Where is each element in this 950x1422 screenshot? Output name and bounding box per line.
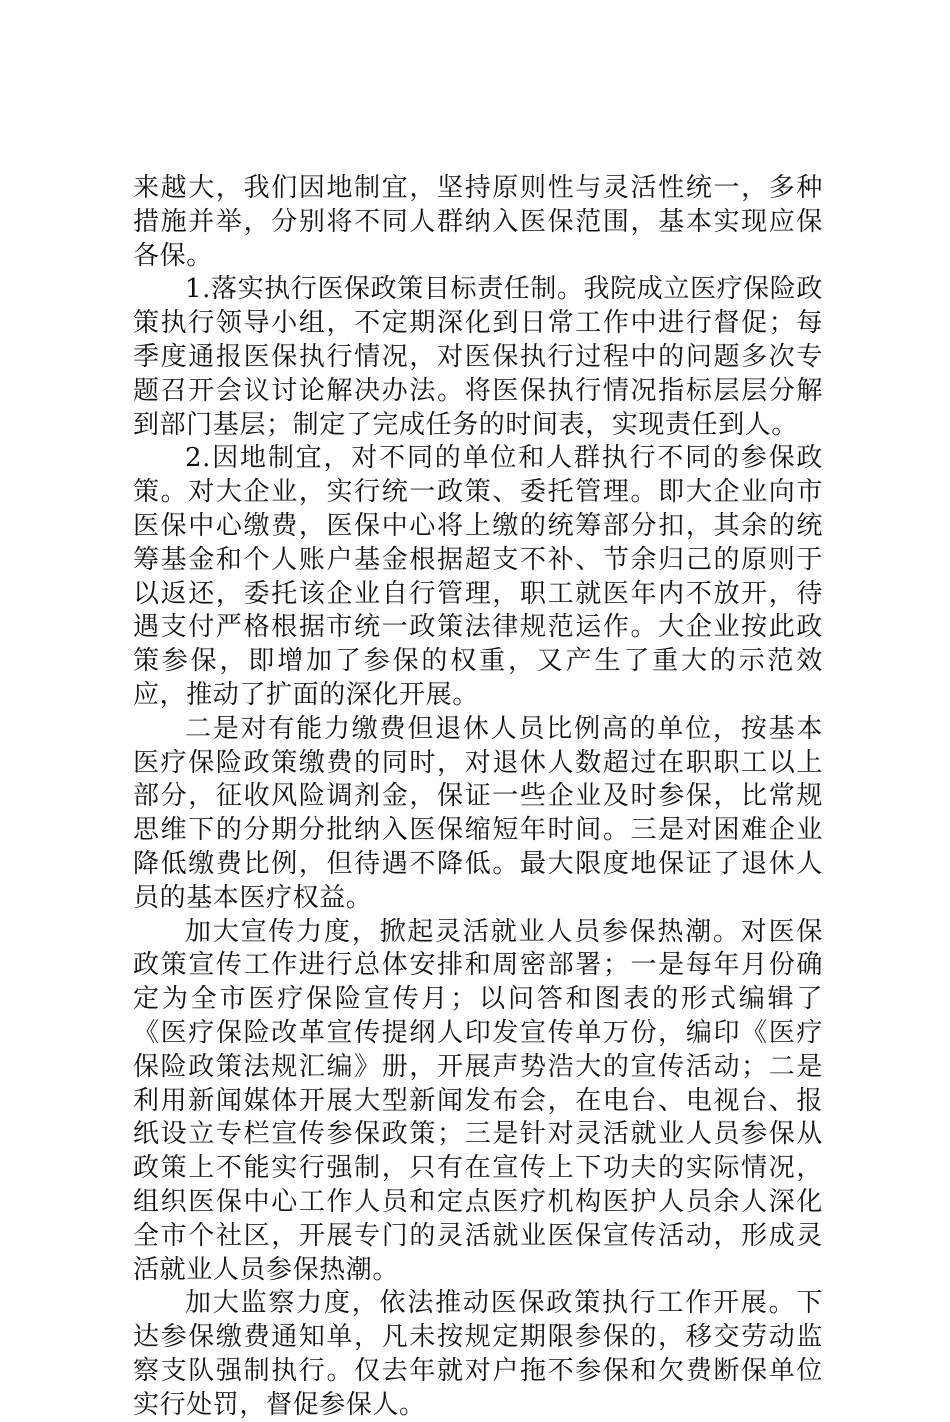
paragraph-5: 加大宣传力度，掀起灵活就业人员参保热潮。对医保政策宣传工作进行总体安排和周密部署；一是每年月份确定为全市医疗保险宣传月；以问答和图表的形式编辑了《医疗保险改革宣传提纲人印发宣传单万份，编印《医疗保险政策法规汇编》册，开展声势浩大的宣传活动；二是利用新闻媒体开展大型新闻发布会，在电台、电视台、报纸设立专栏宣传参保政策；三是针对灵活就业人员参保从政策上不能实行强制，只有在宣传上下功夫的实际情况，组织医保中心工作人员和定点医疗机构医护人员余人深化全市个社区，开展专门的灵活就业医保宣传活动，形成灵活就业人员参保热潮。 <box>133 916 823 1285</box>
paragraph-4: 二是对有能力缴费但退休人员比例高的单位，按基本医疗保险政策缴费的同时，对退休人数超过在职职工以上部分，征收风险调剂金，保证一些企业及时参保，比常规思维下的分期分批纳入医保缩短年时间。三是对困难企业降低缴费比例，但待遇不降低。最大限度地保证了退休人员的基本医疗权益。 <box>133 713 823 913</box>
paragraph-6: 加大监察力度，依法推动医保政策执行工作开展。下达参保缴费通知单，凡未按规定期限参保的，移交劳动监察支队强制执行。仅去年就对户拖不参保和欠费断保单位实行处罚，督促参保人。 <box>133 1288 823 1420</box>
paragraph-3: 2.因地制宜，对不同的单位和人群执行不同的参保政策。对大企业，实行统一政策、委托管理。即大企业向市医保中心缴费，医保中心将上缴的统筹部分扣，其余的统筹基金和个人账户基金根据超支不补、节余归己的原则于以返还，委托该企业自行管理，职工就医年内不放开，待遇支付严格根据市统一政策法律规范运作。大企业按此政策参保，即增加了参保的权重，又产生了重大的示范效应，推动了扩面的深化开展。 <box>133 443 823 710</box>
paragraph-2: 1.落实执行医保政策目标责任制。我院成立医疗保险政策执行领导小组，不定期深化到日常工作中进行督促；每季度通报医保执行情况，对医保执行过程中的问题多次专题召开会议讨论解决办法。将医保执行情况指标层层分解到部门基层；制定了完成任务的时间表，实现责任到人。 <box>133 274 823 440</box>
paragraph-1: 来越大，我们因地制宜，坚持原则性与灵活性统一，多种措施并举，分别将不同人群纳入医保范围，基本实现应保各保。 <box>133 173 823 271</box>
document-page <box>133 172 823 1422</box>
